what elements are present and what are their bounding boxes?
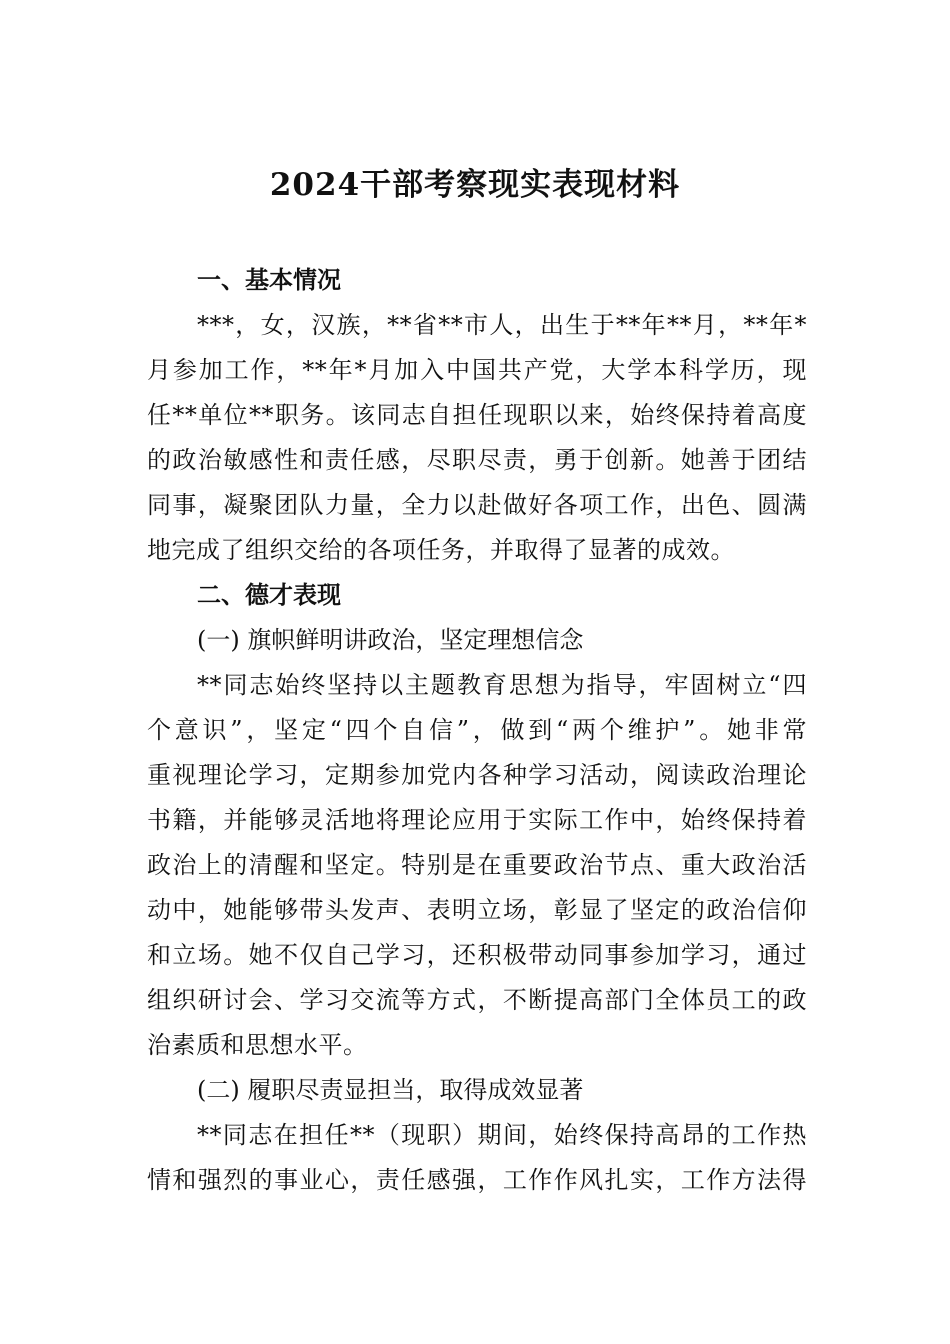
paragraph-line: 月参加工作，**年*月加入中国共产党，大学本科学历，现 [147, 356, 807, 384]
paragraph-basic-info [147, 303, 807, 573]
document-title: 2024干部考察现实表现材料 [269, 167, 681, 203]
paragraph-line: 重视理论学习，定期参加党内各种学习活动，阅读政治理论 [147, 761, 807, 789]
paragraph-politics [147, 663, 807, 1068]
paragraph-line: 组织研讨会、学习交流等方式，不断提高部门全体员工的政 [147, 986, 807, 1014]
paragraph-line: 个意识”，坚定“四个自信”，做到“两个维护”。她非常 [147, 716, 807, 744]
subsection-heading-politics: (一) 旗帜鲜明讲政治，坚定理想信念 [197, 626, 584, 654]
subsection-heading-duty: (二) 履职尽责显担当，取得成效显著 [197, 1076, 584, 1104]
paragraph-line: **同志在担任**（现职）期间，始终保持高昂的工作热 [197, 1121, 807, 1149]
document-body [147, 258, 807, 1203]
paragraph-duty [147, 1113, 807, 1203]
paragraph-line: 的政治敏感性和责任感，尽职尽责，勇于创新。她善于团结 [147, 446, 807, 474]
paragraph-line: 政治上的清醒和坚定。特别是在重要政治节点、重大政治活 [147, 851, 807, 879]
paragraph-line: 任**单位**职务。该同志自担任现职以来，始终保持着高度 [147, 401, 807, 429]
section-heading-basic-info: 一、基本情况 [197, 266, 341, 294]
paragraph-line: 动中，她能够带头发声、表明立场，彰显了坚定的政治信仰 [147, 896, 807, 924]
paragraph-line: 同事，凝聚团队力量，全力以赴做好各项工作，出色、圆满 [147, 491, 807, 519]
paragraph-line: ***，女，汉族，**省**市人，出生于**年**月，**年* [197, 311, 807, 339]
paragraph-line: 治素质和思想水平。 [147, 1031, 368, 1059]
section-heading-performance: 二、德才表现 [197, 581, 341, 609]
paragraph-line: 情和强烈的事业心，责任感强，工作作风扎实，工作方法得 [147, 1166, 807, 1194]
paragraph-line: 书籍，并能够灵活地将理论应用于实际工作中，始终保持着 [147, 806, 807, 834]
paragraph-line: 和立场。她不仅自己学习，还积极带动同事参加学习，通过 [147, 941, 807, 969]
paragraph-line: 地完成了组织交给的各项任务，并取得了显著的成效。 [147, 536, 735, 564]
paragraph-line: **同志始终坚持以主题教育思想为指导，牢固树立“四 [197, 671, 807, 699]
